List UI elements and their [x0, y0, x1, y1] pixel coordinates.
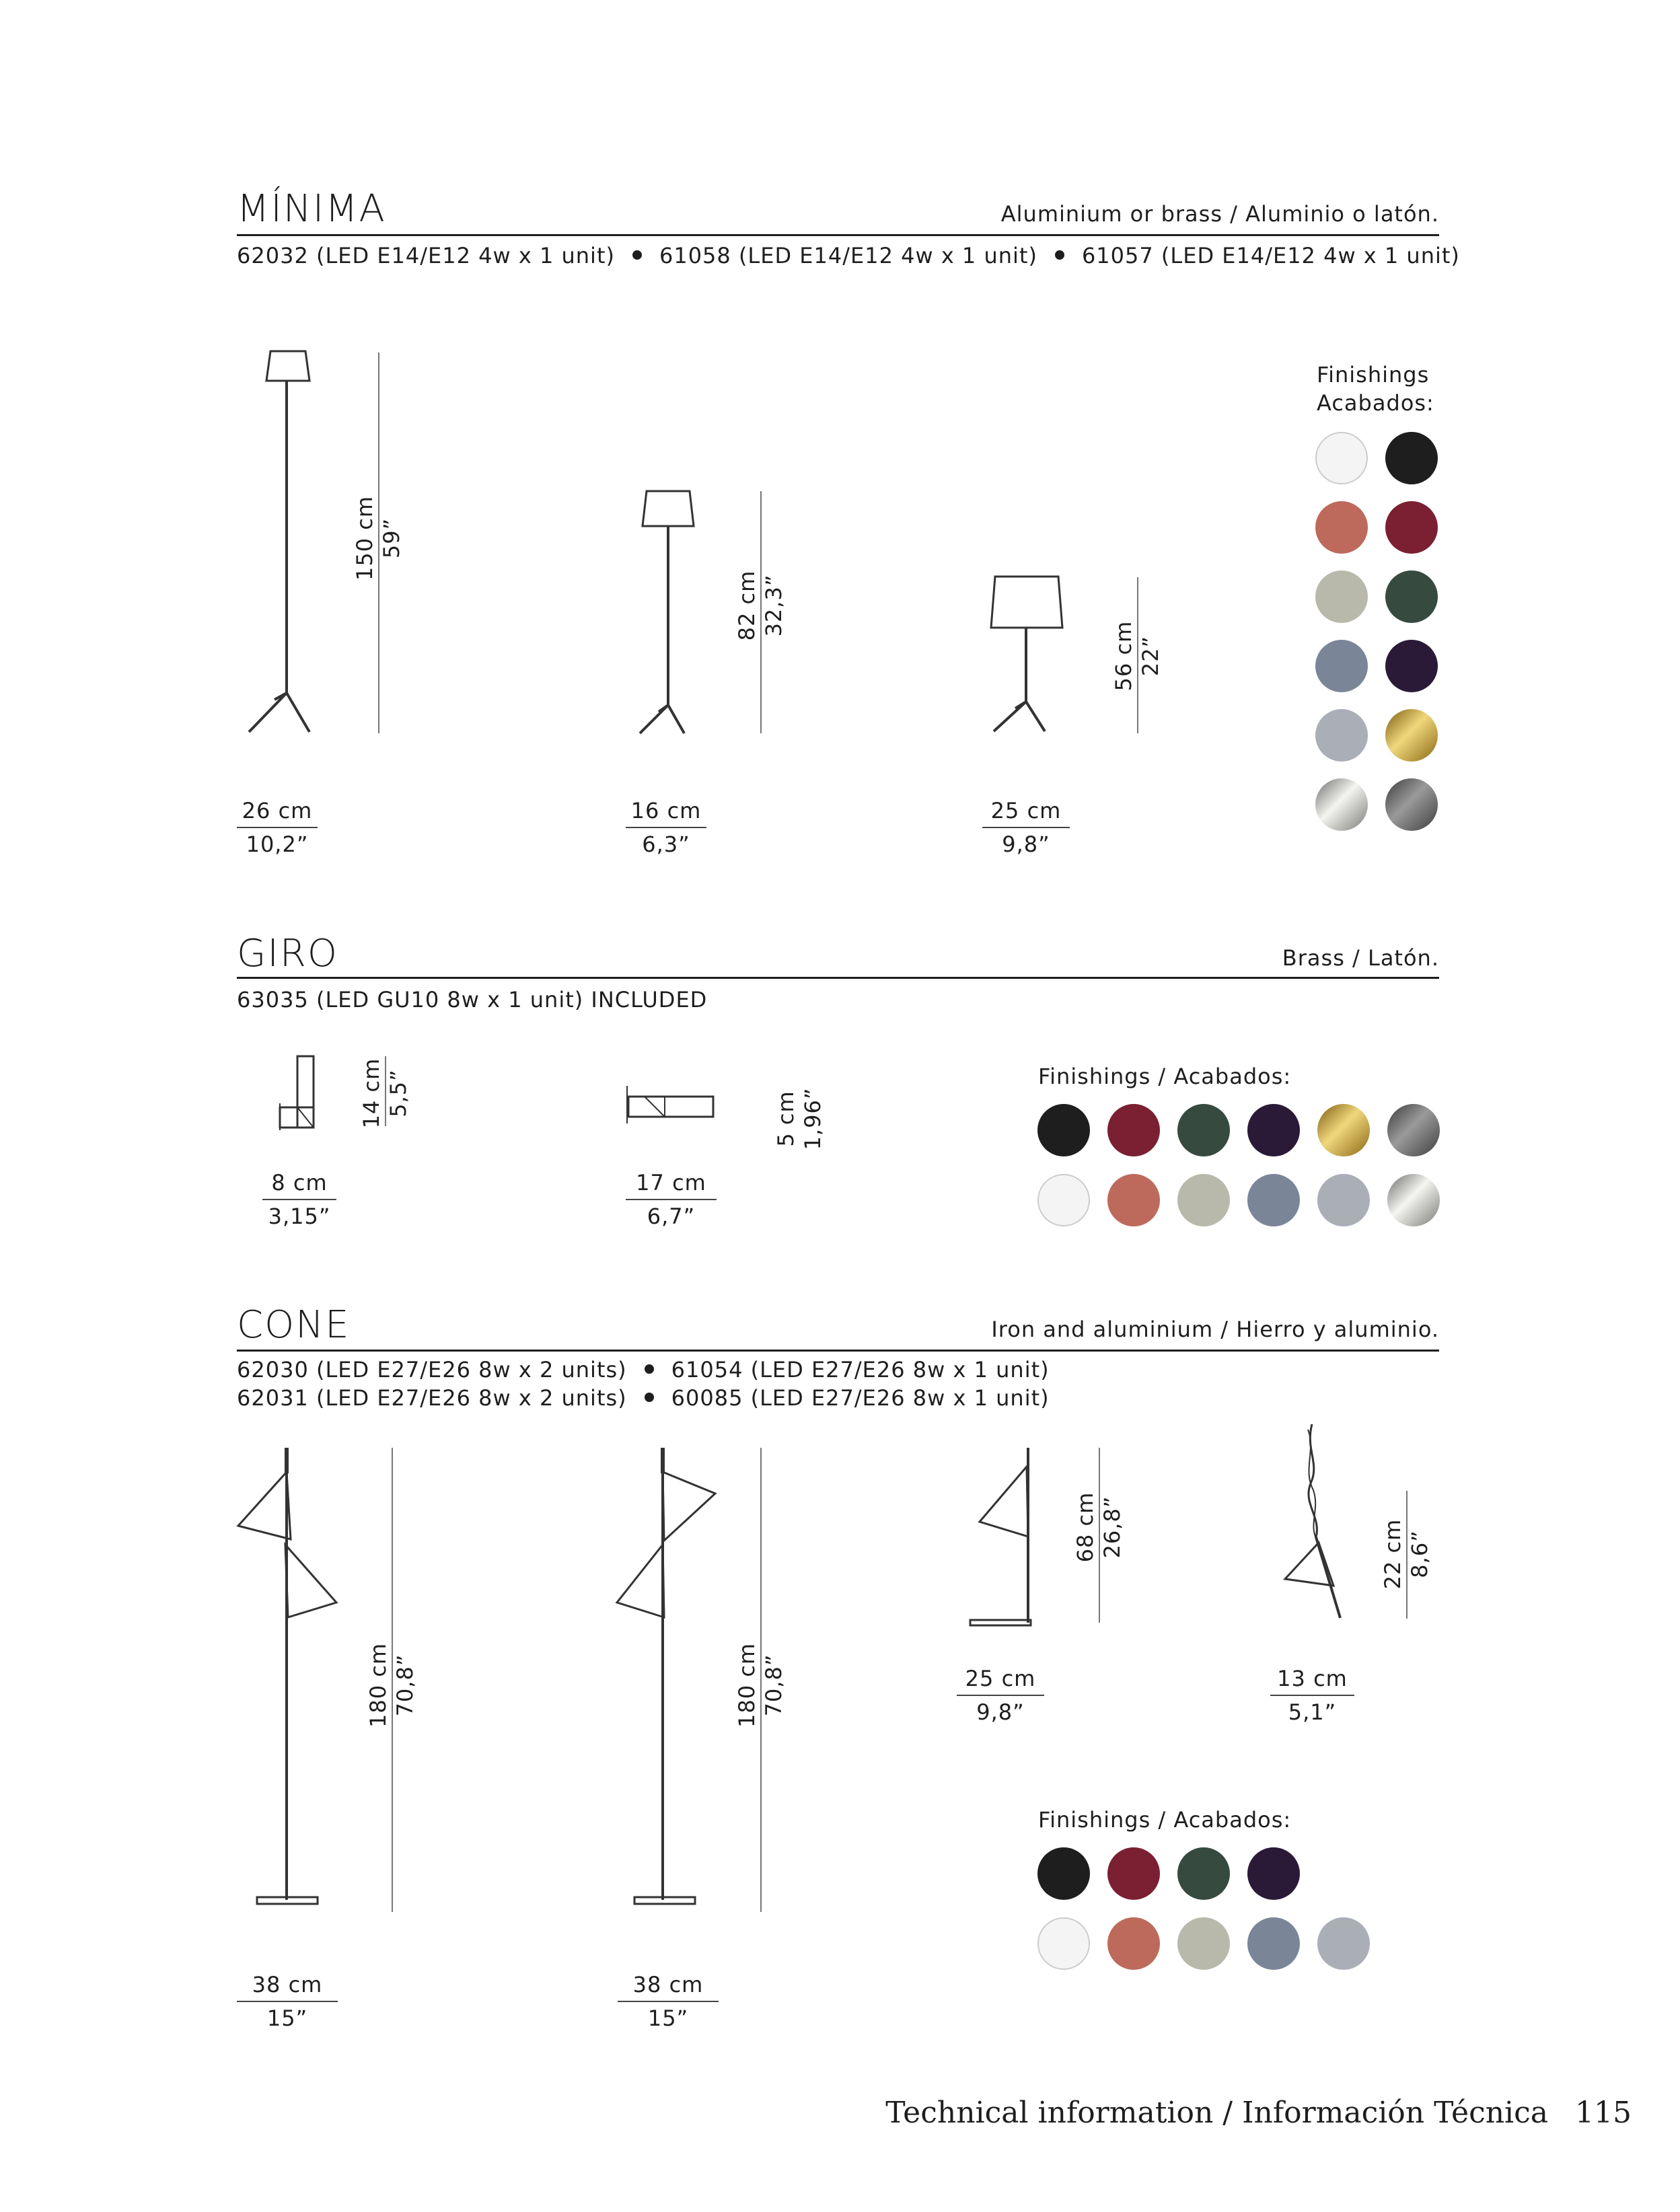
cone-finishings-label: Finishings / Acabados: — [1038, 1807, 1292, 1833]
minima-1-height-label: 150 cm 59” — [352, 496, 404, 581]
giro-wall-lamp-drawing — [277, 1055, 318, 1132]
swatch-dark-green — [1177, 1104, 1230, 1156]
cone-pendant-lamp-drawing — [1278, 1423, 1352, 1625]
cone-1-height-label: 180 cm 70,8” — [365, 1643, 418, 1728]
cone-material: Iron and aluminium / Hierro y aluminio. — [991, 1317, 1439, 1342]
page-number: 115 — [1575, 2096, 1632, 2130]
cone-1-width-label: 38 cm 15” — [237, 1971, 338, 2032]
cone-3-height-label: 68 cm 26,8” — [1072, 1491, 1125, 1563]
swatch-sage — [1177, 1174, 1230, 1226]
bullet-dot — [1055, 250, 1064, 260]
cone-spec-1a: 62030 (LED E27/E26 8w x 2 units) — [237, 1357, 627, 1382]
cone-spec-2a: 62031 (LED E27/E26 8w x 2 units) — [237, 1385, 627, 1411]
swatch-slate-blue — [1315, 640, 1368, 692]
giro-1-height-label: 14 cm 5,5” — [359, 1058, 411, 1129]
giro-finishings-label: Finishings / Acabados: — [1038, 1064, 1292, 1089]
swatch-dark-green — [1177, 1847, 1230, 1900]
giro-2-width-label: 17 cm 6,7” — [626, 1169, 717, 1230]
minima-spec-2: 61058 (LED E14/E12 4w x 1 unit) — [659, 243, 1037, 268]
giro-2-height-line — [749, 1097, 750, 1123]
swatch-spacer — [1317, 1847, 1370, 1900]
giro-1-width-label: 8 cm 3,15” — [262, 1169, 336, 1230]
swatch-terracotta — [1107, 1917, 1160, 1970]
swatch-aubergine — [1247, 1847, 1300, 1900]
minima-specs — [237, 242, 1460, 270]
giro-rule — [237, 977, 1439, 979]
swatch-silver — [1387, 1174, 1440, 1226]
minima-swatch-grid — [1315, 432, 1443, 831]
cone-4-width-label: 13 cm 5,1” — [1270, 1665, 1354, 1726]
swatch-white — [1037, 1174, 1090, 1226]
bullet-dot — [645, 1393, 654, 1402]
swatch-terracotta — [1315, 501, 1368, 554]
cone-rule — [237, 1350, 1439, 1352]
swatch-slate-blue — [1247, 1174, 1300, 1226]
swatch-gold — [1317, 1104, 1370, 1156]
minima-2-height-label: 82 cm 32,3” — [734, 570, 787, 641]
cone-2-height-label: 180 cm 70,8” — [734, 1643, 787, 1728]
bullet-dot — [645, 1364, 654, 1374]
minima-1-width-label: 26 cm 10,2” — [237, 797, 318, 858]
giro-2-height-label: 5 cm 1,96” — [773, 1087, 826, 1150]
swatch-graphite — [1385, 778, 1438, 831]
swatch-black — [1385, 432, 1438, 484]
cone-spec-1b: 61054 (LED E27/E26 8w x 1 unit) — [671, 1357, 1050, 1382]
swatch-light-grey — [1317, 1174, 1370, 1226]
swatch-white — [1315, 432, 1368, 484]
swatch-aubergine — [1247, 1104, 1300, 1156]
swatch-black — [1037, 1104, 1090, 1156]
cone-floor-lamp-2-drawing — [616, 1446, 723, 1911]
giro-swatch-grid — [1037, 1104, 1441, 1226]
swatch-sage — [1177, 1917, 1230, 1970]
minima-spec-1: 62032 (LED E14/E12 4w x 1 unit) — [237, 243, 615, 268]
cone-spec-2b: 60085 (LED E27/E26 8w x 1 unit) — [671, 1385, 1050, 1411]
minima-small-floor-lamp-drawing — [636, 490, 710, 739]
cone-specs — [237, 1356, 1050, 1412]
swatch-dark-green — [1385, 570, 1438, 623]
swatch-burgundy — [1107, 1104, 1160, 1156]
minima-2-width-label: 16 cm 6,3” — [626, 797, 706, 858]
bullet-dot — [632, 250, 642, 260]
minima-material: Aluminium or brass / Aluminio o latón. — [1000, 201, 1439, 227]
giro-spec: 63035 (LED GU10 8w x 1 unit) INCLUDED — [237, 987, 708, 1012]
cone-floor-lamp-drawing — [237, 1446, 344, 1911]
swatch-burgundy — [1385, 501, 1438, 554]
swatch-terracotta — [1107, 1174, 1160, 1226]
minima-finishings-label: Finishings Acabados: — [1317, 362, 1434, 416]
swatch-light-grey — [1315, 709, 1368, 762]
giro-material: Brass / Latón. — [1282, 945, 1439, 971]
minima-spec-3: 61057 (LED E14/E12 4w x 1 unit) — [1081, 243, 1460, 268]
swatch-aubergine — [1385, 640, 1438, 692]
footer — [885, 2096, 1632, 2130]
swatch-black — [1037, 1847, 1090, 1900]
footer-text: Technical information / Información Técnica — [885, 2096, 1549, 2130]
minima-title: MÍNIMA — [237, 187, 386, 231]
swatch-light-grey — [1317, 1917, 1370, 1970]
cone-swatch-grid — [1037, 1847, 1441, 1970]
giro-title: GIRO — [237, 932, 338, 975]
swatch-slate-blue — [1247, 1917, 1300, 1970]
minima-3-width-label: 25 cm 9,8” — [982, 797, 1070, 858]
swatch-burgundy — [1107, 1847, 1160, 1900]
minima-rule — [237, 234, 1439, 236]
minima-table-lamp-drawing — [986, 575, 1073, 737]
swatch-sage — [1315, 570, 1368, 623]
cone-3-width-label: 25 cm 9,8” — [957, 1665, 1044, 1726]
swatch-white — [1037, 1917, 1090, 1970]
cone-title: CONE — [237, 1303, 351, 1347]
minima-floor-lamp-drawing — [242, 350, 316, 737]
swatch-graphite — [1387, 1104, 1440, 1156]
cone-2-width-label: 38 cm 15” — [618, 1971, 719, 2032]
cone-table-lamp-drawing — [969, 1446, 1043, 1628]
swatch-gold — [1385, 709, 1438, 762]
cone-4-height-label: 22 cm 8,6” — [1380, 1518, 1432, 1590]
minima-3-height-label: 56 cm 22” — [1111, 620, 1163, 692]
swatch-silver — [1315, 778, 1368, 831]
giro-ceiling-lamp-drawing — [624, 1084, 719, 1125]
